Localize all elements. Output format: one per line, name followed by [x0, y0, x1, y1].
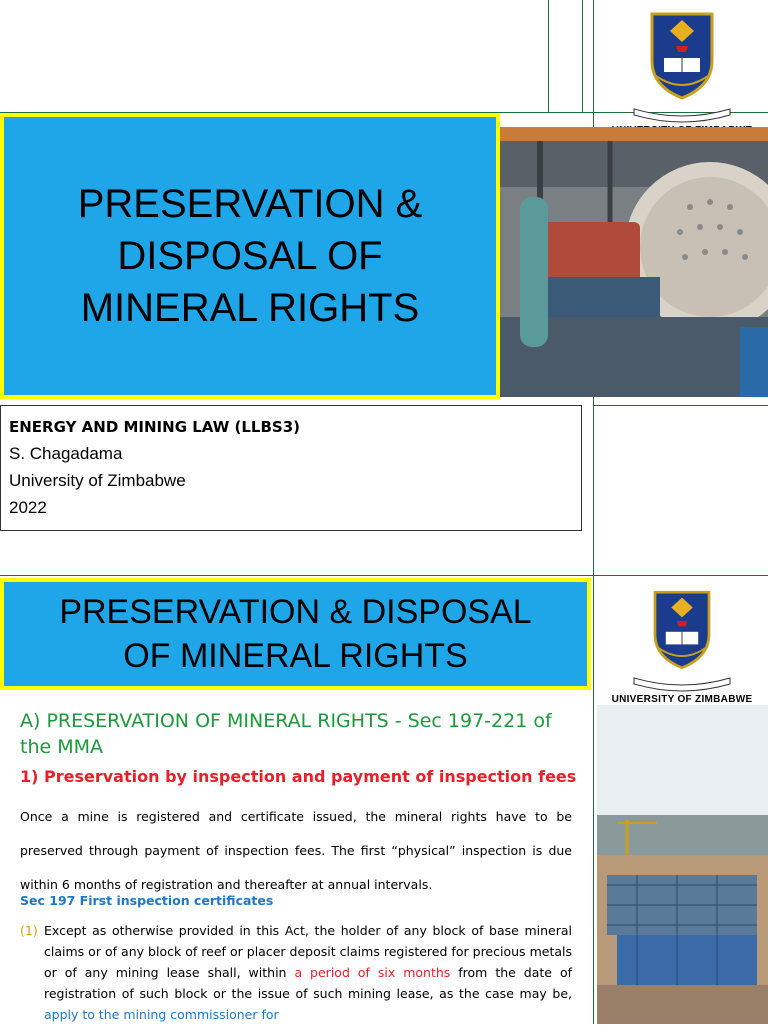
university-logo-2 [594, 585, 768, 705]
section-heading: A) PRESERVATION OF MINERAL RIGHTS - Sec 197-221 of the MMA [20, 710, 552, 758]
clause-text-blue: apply to the mining commissioner for [44, 1007, 279, 1022]
crest-icon [642, 6, 722, 106]
rule-v1 [548, 0, 549, 113]
section-197-heading: Sec 197 First inspection certificates [20, 893, 274, 908]
slide2-title-line-2: OF MINERAL RIGHTS [123, 637, 468, 675]
clause-text-red: a period of six months [294, 965, 451, 980]
mining-mill-photo [500, 127, 768, 397]
year: 2022 [9, 498, 47, 517]
institution-name: University of Zimbabwe [9, 471, 186, 490]
construction-site-photo [597, 705, 768, 1024]
slide2-title-line-1: PRESERVATION & DISPOSAL [59, 593, 532, 631]
author-name: S. Chagadama [9, 444, 123, 463]
clause-number: (1) [20, 923, 38, 938]
rule-h3 [593, 405, 768, 406]
intro-paragraph: Once a mine is registered and certificate issued, the mineral rights have to be preserved through payment of inspection fees. The first “physical” inspection is due within 6 months of registration and thereafter at annual intervals. [20, 809, 572, 892]
crest-icon [642, 585, 722, 675]
course-title: ENERGY AND MINING LAW (LLBS3) [9, 418, 300, 436]
motto-ribbon-icon [632, 674, 732, 692]
slide2-title-box [0, 578, 591, 690]
course-info-box [0, 405, 582, 531]
rule-v3 [582, 0, 583, 113]
title-line-3: MINERAL RIGHTS [80, 286, 420, 330]
title-line-1: PRESERVATION & [77, 182, 423, 226]
subheading: 1) Preservation by inspection and payment of inspection fees [20, 767, 577, 786]
title-box [0, 113, 500, 399]
clause-1 [20, 920, 572, 1025]
mid-rule [0, 575, 768, 576]
university-logo [594, 6, 768, 136]
logo-caption-2: UNIVERSITY OF ZIMBABWE [611, 694, 753, 705]
clause-text-2: from the date of registration of such block or the issue of such mining lease, as the case may be, [44, 965, 572, 1001]
clause-text-1: Except as otherwise provided in this Act, the holder of any block of base mineral claims or of any block of reef or placer deposit claims registered for precious metals or of any mining lease shall, within [44, 923, 572, 980]
motto-ribbon-icon [632, 105, 732, 123]
title-line-2: DISPOSAL OF [117, 234, 383, 278]
